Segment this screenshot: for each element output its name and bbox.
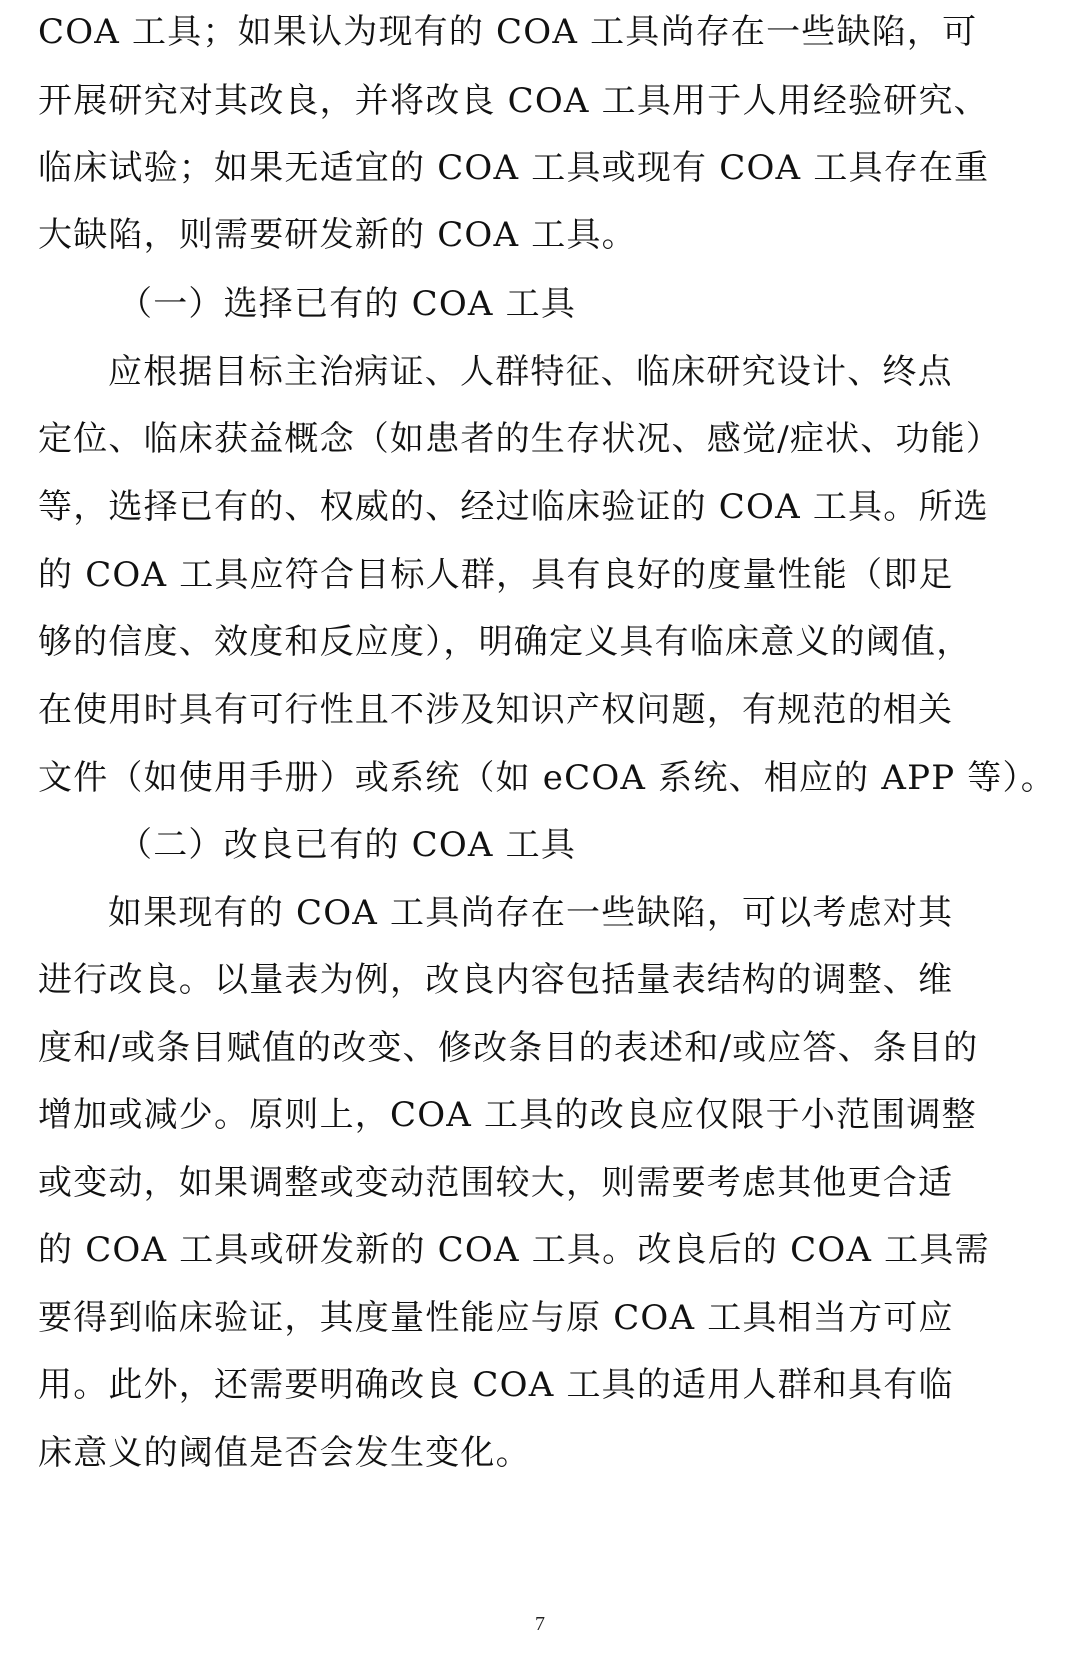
paragraph-line: 文件（如使用手册）或系统（如 eCOA 系统、相应的 APP 等）。 [38,758,1056,798]
paragraph-line: 够的信度、效度和反应度），明确定义具有临床意义的阈值， [38,622,972,662]
paragraph-line: 增加或减少。原则上，COA 工具的改良应仅限于小范围调整 [38,1095,977,1135]
section-heading: （二）改良已有的 COA 工具 [118,825,577,865]
paragraph-line: 临床试验；如果无适宜的 COA 工具或现有 COA 工具存在重 [38,148,990,188]
paragraph-line: 定位、临床获益概念（如患者的生存状况、感觉/症状、功能） [38,419,1002,459]
paragraph-line: 进行改良。以量表为例，改良内容包括量表结构的调整、维 [38,960,954,1000]
paragraph-line: 的 COA 工具或研发新的 COA 工具。改良后的 COA 工具需 [38,1230,990,1270]
paragraph-line: COA 工具；如果认为现有的 COA 工具尚存在一些缺陷，可 [38,12,978,52]
paragraph-line: 等，选择已有的、权威的、经过临床验证的 COA 工具。所选 [38,487,989,527]
paragraph-line: 开展研究对其改良，并将改良 COA 工具用于人用经验研究、 [38,81,989,121]
section-heading: （一）选择已有的 COA 工具 [118,284,577,324]
paragraph-line: 用。此外，还需要明确改良 COA 工具的适用人群和具有临 [38,1365,954,1405]
paragraph-line: 的 COA 工具应符合目标人群，具有良好的度量性能（即足 [38,555,954,595]
page-number: 7 [535,1613,545,1635]
paragraph-line: 床意义的阈值是否会发生变化。 [38,1433,531,1473]
paragraph-line: 在使用时具有可行性且不涉及知识产权问题，有规范的相关 [38,690,954,730]
paragraph-line: 大缺陷，则需要研发新的 COA 工具。 [38,215,637,255]
paragraph-line: 或变动，如果调整或变动范围较大，则需要考虑其他更合适 [38,1163,954,1203]
paragraph-line: 应根据目标主治病证、人群特征、临床研究设计、终点 [108,352,953,392]
paragraph-line: 如果现有的 COA 工具尚存在一些缺陷，可以考虑对其 [108,893,954,933]
paragraph-line: 要得到临床验证，其度量性能应与原 COA 工具相当方可应 [38,1298,954,1338]
paragraph-line: 度和/或条目赋值的改变、修改条目的表述和/或应答、条目的 [38,1028,979,1068]
